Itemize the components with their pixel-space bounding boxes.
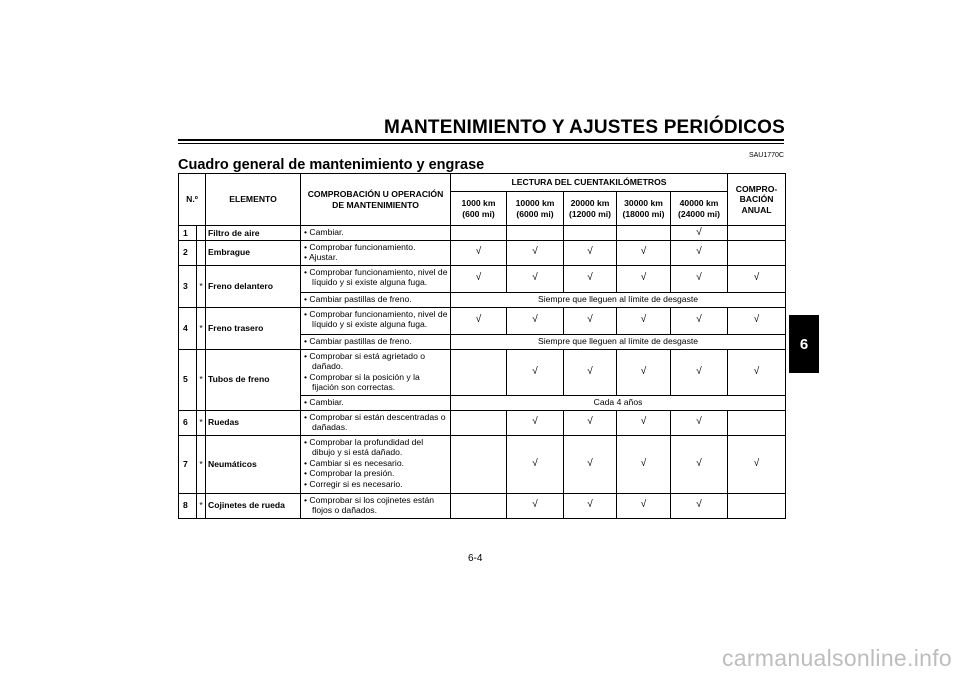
row-element: Embrague: [206, 240, 301, 265]
maintenance-table: [178, 173, 786, 519]
check-mark: √: [507, 410, 564, 435]
header-check: COMPROBACIÓN U OPERACIÓN DE MANTENIMIENTO: [301, 174, 451, 226]
table-row: [179, 349, 786, 395]
row-number: 3: [179, 265, 197, 307]
check-mark: √: [507, 240, 564, 265]
row-number: 4: [179, 307, 197, 349]
interval-note: Siempre que lleguen al límite de desgaste: [451, 292, 786, 307]
row-checks: • Comprobar si los cojinetes están flojos o dañados.: [301, 493, 451, 518]
header-km-4: 30000 km (18000 mi): [617, 192, 671, 226]
page-number: 6-4: [468, 553, 483, 564]
header-km-5: 40000 km (24000 mi): [671, 192, 728, 226]
row-element: Freno delantero: [206, 265, 301, 307]
interval-note: Cada 4 años: [451, 395, 786, 410]
check-mark: √: [564, 240, 617, 265]
chapter-tab: 6: [789, 315, 819, 373]
check-mark: √: [617, 307, 671, 334]
row-checks: • Comprobar funcionamiento, nivel de líquido y si existe alguna fuga.: [301, 265, 451, 292]
check-mark: √: [671, 307, 728, 334]
section-code: SAU1770C: [748, 152, 784, 159]
header-km-1: 1000 km (600 mi): [451, 192, 507, 226]
row-star: *: [197, 435, 206, 493]
interval-note: Siempre que lleguen al límite de desgaste: [451, 334, 786, 349]
table-row: [179, 307, 786, 334]
row-element: Freno trasero: [206, 307, 301, 349]
check-mark: √: [564, 493, 617, 518]
row-number: 5: [179, 349, 197, 410]
check-mark: √: [507, 435, 564, 493]
row-number: 7: [179, 435, 197, 493]
check-mark: √: [617, 349, 671, 395]
check-mark: √: [564, 410, 617, 435]
page-header-title: MANTENIMIENTO Y AJUSTES PERIÓDICOS: [384, 117, 785, 138]
table-row: [179, 410, 786, 435]
row-checks: • Cambiar.: [301, 226, 451, 241]
check-mark: √: [671, 265, 728, 292]
check-mark: √: [451, 240, 507, 265]
check-mark: √: [671, 435, 728, 493]
row-element: Tubos de freno: [206, 349, 301, 410]
row-number: 1: [179, 226, 197, 241]
check-mark: √: [617, 240, 671, 265]
header-km-2: 10000 km (6000 mi): [507, 192, 564, 226]
table-row: [179, 435, 786, 493]
watermark: carmanualsonline.info: [721, 645, 952, 671]
row-checks: • Comprobar si está agrietado o dañado. • Comprobar si la posición y la fijación son correctas.: [301, 349, 451, 395]
check-mark: √: [728, 349, 786, 395]
check-mark: √: [617, 410, 671, 435]
table-row: [179, 226, 786, 241]
row-star: *: [197, 349, 206, 410]
row-checks: • Cambiar.: [301, 395, 451, 410]
row-element: Filtro de aire: [206, 226, 301, 241]
header-element: ELEMENTO: [206, 174, 301, 226]
check-mark: √: [564, 349, 617, 395]
row-checks: • Comprobar la profundidad del dibujo y si está dañado. • Cambiar si es necesario. • Comprobar la presión. • Corregir si es necesario.: [301, 435, 451, 493]
check-mark: √: [564, 265, 617, 292]
table-row: [179, 493, 786, 518]
header-odometer: LECTURA DEL CUENTAKILÓMETROS: [451, 174, 728, 192]
table-row: [179, 265, 786, 292]
row-star: *: [197, 410, 206, 435]
row-element: Ruedas: [206, 410, 301, 435]
table-row: [179, 240, 786, 265]
check-mark: √: [507, 307, 564, 334]
check-mark: √: [617, 493, 671, 518]
check-mark: √: [671, 349, 728, 395]
check-mark: √: [564, 307, 617, 334]
row-element: Neumáticos: [206, 435, 301, 493]
row-element: Cojinetes de rueda: [206, 493, 301, 518]
check-mark: √: [671, 226, 728, 241]
section-title: Cuadro general de mantenimiento y engrase: [178, 157, 485, 173]
check-mark: √: [451, 265, 507, 292]
check-mark: √: [728, 265, 786, 292]
check-mark: √: [617, 265, 671, 292]
check-mark: √: [671, 410, 728, 435]
row-number: 6: [179, 410, 197, 435]
check-mark: √: [728, 307, 786, 334]
check-mark: √: [728, 435, 786, 493]
check-mark: √: [564, 435, 617, 493]
header-km-3: 20000 km (12000 mi): [564, 192, 617, 226]
check-mark: √: [617, 435, 671, 493]
row-star: *: [197, 493, 206, 518]
row-star: *: [197, 265, 206, 307]
check-mark: √: [451, 307, 507, 334]
row-number: 2: [179, 240, 197, 265]
header-rule-thin: [178, 143, 784, 144]
row-checks: • Cambiar pastillas de freno.: [301, 334, 451, 349]
row-checks: • Comprobar funcionamiento. • Ajustar.: [301, 240, 451, 265]
check-mark: √: [507, 349, 564, 395]
header-rule-thick: [178, 139, 784, 141]
check-mark: √: [671, 493, 728, 518]
row-checks: • Comprobar si están descentradas o dañadas.: [301, 410, 451, 435]
check-mark: √: [507, 493, 564, 518]
row-star: [197, 226, 206, 241]
row-checks: • Comprobar funcionamiento, nivel de líquido y si existe alguna fuga.: [301, 307, 451, 334]
check-mark: √: [507, 265, 564, 292]
row-number: 8: [179, 493, 197, 518]
row-star: [197, 240, 206, 265]
row-star: *: [197, 307, 206, 349]
header-no: N.º: [179, 174, 206, 226]
header-annual: COMPRO-BACIÓN ANUAL: [728, 174, 786, 226]
row-checks: • Cambiar pastillas de freno.: [301, 292, 451, 307]
check-mark: √: [671, 240, 728, 265]
